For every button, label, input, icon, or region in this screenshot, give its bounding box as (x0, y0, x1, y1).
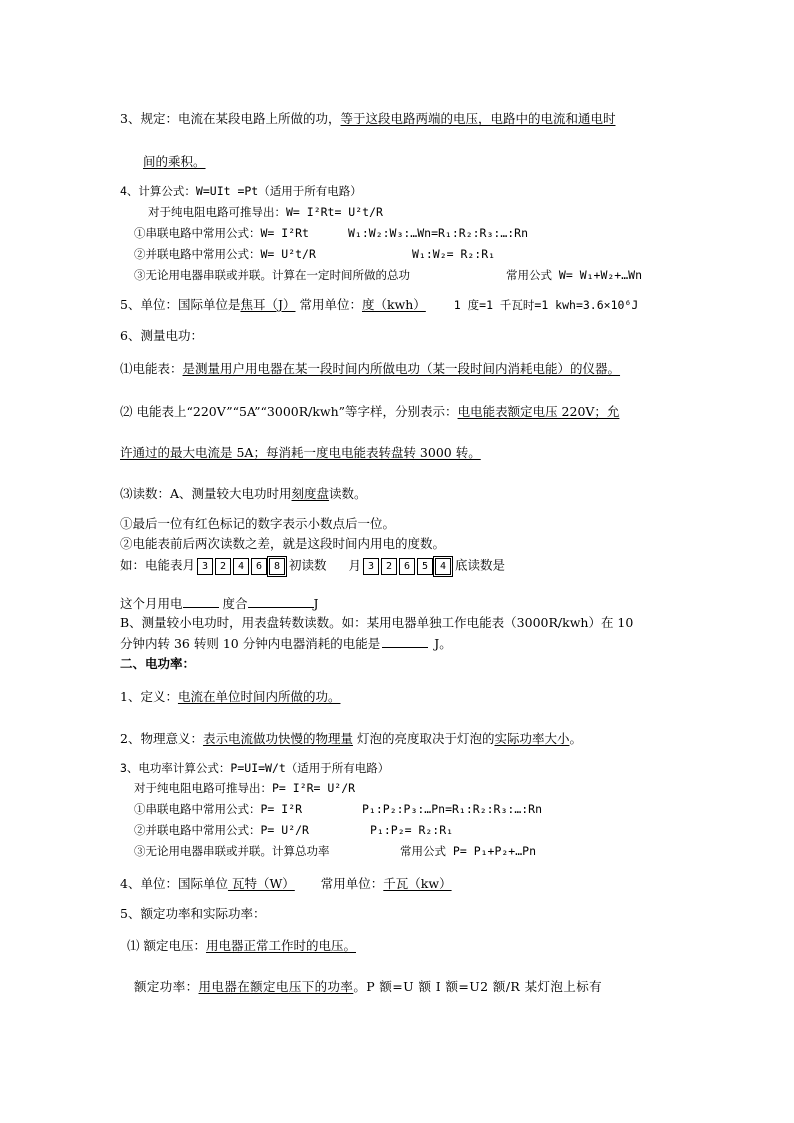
reading-b-1: B、测量较小电功时，用表盘转数读数。如：某用电器单独工作电能表（3000R/kwh）在 10 (120, 615, 634, 630)
power-formula-parallel-ratio: P₁:P₂= R₂:R₁ (370, 823, 454, 837)
meter-def-prefix: ⑴电能表： (120, 361, 183, 376)
formula-any: ③无论用电器串联或并联。计算在一定时间所做的总功 (134, 268, 410, 282)
rule-underlined-1: 等于这段电路两端的电压，电路中的电流和通电时 (340, 111, 616, 126)
rated-power-prefix: 额定功率： (134, 979, 199, 994)
meter-start-digit: 2 (215, 558, 231, 575)
example-prefix: 如：电能表月 (120, 557, 196, 573)
meter-definition (120, 361, 620, 377)
meter-start-decimal-digit: 8 (269, 558, 285, 575)
reading-a-dial: 刻度盘 (291, 486, 330, 501)
unit-prefix: 5、单位：国际单位是 (120, 297, 241, 312)
meter-marks-line-2 (120, 445, 481, 461)
rated-voltage-text: 用电器正常工作时的电压。 (205, 938, 356, 953)
example-start-label: 初读数 (289, 557, 327, 573)
usage-blank[interactable] (183, 607, 219, 608)
reading-a-prefix: ⑶读数：A、测量较大电功时用 (120, 486, 292, 501)
power-unit-prefix: 4、单位：国际单位 (120, 876, 228, 891)
power-meaning-end: 。 (569, 731, 582, 746)
power-formula-parallel: ②并联电路中常用公式：P= U²/R (134, 823, 309, 837)
unit-common: 度（kwh） (361, 297, 426, 312)
meter-start-digit: 4 (233, 558, 249, 575)
power-def-text: 电流在单位时间内所做的功。 (177, 689, 341, 704)
power-unit-si: 瓦特（W） (227, 876, 295, 891)
meter-start-digit: 6 (251, 558, 267, 575)
meter-start-reading (197, 557, 287, 575)
meter-marks-u2: 许通过的最大电流是 5A；每消耗一度电电能表转盘转 3000 转。 (120, 445, 481, 460)
meter-end-digit: 5 (417, 558, 433, 575)
meter-marks-u1: 电电能表额定电压 220V；允 (457, 404, 620, 419)
rule-underlined-2: 间的乘积。 (143, 154, 206, 169)
energy-blank[interactable] (248, 607, 314, 608)
rated-title: 5、额定功率和实际功率： (120, 906, 266, 921)
reading-b-2 (120, 636, 452, 652)
reading-b-2-prefix: 分钟内转 36 转则 10 分钟内电器消耗的电能是 (120, 636, 381, 651)
rated-voltage (127, 938, 356, 954)
power-meaning-prefix: 2、物理意义： (120, 731, 203, 746)
power-formula-any-sum: 常用公式 P= P₁+P₂+…Pn (400, 844, 537, 858)
rated-power-suffix: 。P 额=U 额 I 额=U2 额/R 某灯泡上标有 (353, 979, 603, 994)
reading-a-suffix: 读数。 (329, 486, 367, 501)
power-meaning (120, 731, 582, 747)
power-meaning-u1: 表示电流做功快慢的物理量 (202, 731, 353, 746)
monthly-usage-line (120, 596, 319, 612)
rule-prefix: 3、规定：电流在某段电路上所做的功， (120, 111, 341, 126)
reading-note-2: ②电能表前后两次读数之差，就是这段时间内用电的度数。 (120, 536, 446, 551)
meter-end-digit: 2 (381, 558, 397, 575)
meter-end-decimal-digit: 4 (435, 558, 451, 575)
power-formula-any: ③无论用电器串联或并联。计算总功率 (134, 844, 330, 858)
power-formula-title: 3、电功率计算公式：P=UI=W/t（适用于所有电路） (120, 761, 390, 775)
power-meaning-mid: 灯泡的亮度取决于灯泡的 (352, 731, 495, 746)
reading-a (120, 486, 367, 502)
reading-note-1: ①最后一位有红色标记的数字表示小数点后一位。 (120, 516, 396, 531)
unit-si: 焦耳（J） (240, 297, 296, 312)
reading-example (120, 557, 505, 575)
unit-line (120, 297, 638, 313)
example-end-label: 底读数是 (455, 557, 506, 573)
example-month: 月 (348, 557, 362, 573)
energy-answer-blank[interactable] (382, 647, 428, 648)
rated-power-text: 用电器在额定电压下的功率 (198, 979, 354, 994)
power-meaning-u2: 实际功率大小 (494, 731, 570, 746)
formula-title: 4、计算公式：W=UIt =Pt（适用于所有电路） (120, 184, 362, 198)
formula-series-ratio: W₁:W₂:W₃:…Wn=R₁:R₂:R₃:…:Rn (348, 226, 529, 240)
meter-marks-prefix: ⑵ 电能表上“220V”“5A”“3000R/kwh”等字样，分别表示： (120, 404, 458, 419)
monthly-usage-mid: 度合 (222, 596, 248, 611)
meter-start-digit: 3 (197, 558, 213, 575)
power-heading: 二、电功率： (120, 656, 196, 671)
rated-voltage-prefix: ⑴ 额定电压： (127, 938, 206, 953)
unit-conversion: 1 度=1 千瓦时=1 kwh=3.6×10⁶J (453, 298, 639, 312)
power-unit-line (120, 876, 452, 892)
power-def-prefix: 1、定义： (120, 689, 178, 704)
power-definition (120, 689, 340, 705)
rated-power (134, 979, 602, 995)
power-formula-series: ①串联电路中常用公式：P= I²R (134, 802, 303, 816)
rule-line-1 (120, 111, 615, 127)
meter-def-text: 是测量用户用电器在某一段时间内所做电功（某一段时间内消耗电能）的仪器。 (182, 361, 621, 376)
formula-derive: 对于纯电阻电路可推导出：W= I²Rt= U²t/R (148, 205, 383, 219)
monthly-usage-unit: J (313, 596, 319, 611)
power-formula-series-ratio: P₁:P₂:P₃:…Pn=R₁:R₂:R₃:…:Rn (362, 802, 543, 816)
meter-end-digit: 3 (363, 558, 379, 575)
reading-b-2-unit: J。 (434, 636, 452, 651)
formula-parallel-ratio: W₁:W₂= R₂:R₁ (412, 247, 496, 261)
formula-parallel: ②并联电路中常用公式：W= U²t/R (134, 247, 316, 261)
power-unit-mid: 常用单位： (320, 876, 384, 891)
formula-series: ①串联电路中常用公式：W= I²Rt (134, 226, 309, 240)
meter-marks-line-1 (120, 404, 619, 420)
meter-end-reading (363, 557, 453, 575)
measure-title: 6、测量电功： (120, 328, 203, 343)
rule-line-2 (143, 154, 206, 170)
meter-end-digit: 6 (399, 558, 415, 575)
unit-mid: 常用单位： (299, 297, 362, 312)
formula-any-sum: 常用公式 W= W₁+W₂+…Wn (506, 268, 643, 282)
power-unit-common: 千瓦（kw） (383, 876, 452, 891)
power-formula-derive: 对于纯电阻电路可推导出：P= I²R= U²/R (134, 781, 356, 795)
monthly-usage-prefix: 这个月用电 (120, 596, 183, 611)
